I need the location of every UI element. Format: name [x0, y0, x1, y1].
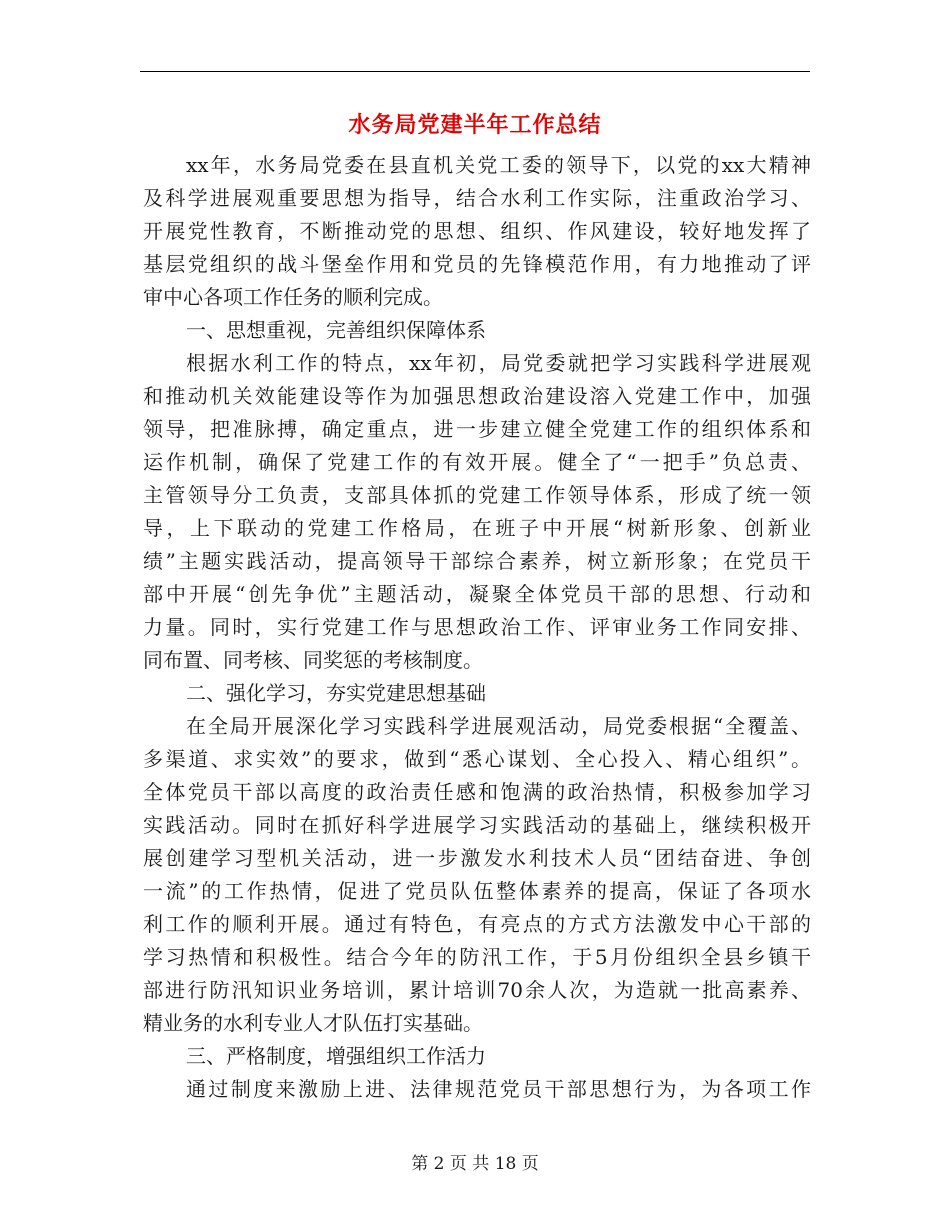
text-line: 和推动机关效能建设等作为加强思想政治建设溶入党建工作中，加强: [143, 384, 811, 408]
text-line: 利工作的顺利开展。通过有特色，有亮点的方式方法激发中心干部的: [143, 912, 811, 936]
text-line: 开展党性教育，不断推动党的思想、组织、作风建设，较好地发挥了: [143, 219, 811, 243]
text-line: 运作机制，确保了党建工作的有效开展。健全了“一把手”负总责、: [143, 450, 811, 474]
text-line: 同布置、同考核、同奖惩的考核制度。: [143, 648, 483, 672]
document-body: [143, 149, 811, 1106]
text-line: 力量。同时，实行党建工作与思想政治工作、评审业务工作同安排、: [143, 615, 811, 639]
header-rule: [140, 71, 810, 72]
text-line: 主管领导分工负责，支部具体抓的党建工作领导体系，形成了统一领: [143, 483, 811, 507]
text-line: 一流”的工作热情，促进了党员队伍整体素养的提高，保证了各项水: [143, 879, 811, 903]
text-line: 及科学进展观重要思想为指导，结合水利工作实际，注重政治学习、: [143, 186, 811, 210]
text-line: 部中开展“创先争优”主题活动，凝聚全体党员干部的思想、行动和: [143, 582, 811, 606]
page-number-footer: 第 2 页 共 18 页: [411, 1154, 539, 1174]
text-line: 基层党组织的战斗堡垒作用和党员的先锋模范作用，有力地推动了评: [143, 252, 811, 276]
text-line: 二、强化学习，夯实党建思想基础: [186, 681, 486, 705]
text-line: 审中心各项工作任务的顺利完成。: [143, 285, 443, 309]
text-line: 部进行防汛知识业务培训，累计培训70余人次，为造就一批高素养、: [143, 978, 811, 1002]
text-line: 全体党员干部以高度的政治责任感和饱满的政治热情，积极参加学习: [143, 780, 811, 804]
text-line: 在全局开展深化学习实践科学进展观活动，局党委根据“全覆盖、: [186, 714, 811, 738]
text-line: xx年，水务局党委在县直机关党工委的领导下，以党的xx大精神: [186, 153, 811, 177]
text-line: 多渠道、求实效”的要求，做到“悉心谋划、全心投入、精心组织”。: [143, 747, 811, 771]
text-line: 领导，把准脉搏，确定重点，进一步建立健全党建工作的组织体系和: [143, 417, 811, 441]
text-line: 精业务的水利专业人才队伍打实基础。: [143, 1011, 483, 1035]
text-line: 实践活动。同时在抓好科学进展学习实践活动的基础上，继续积极开: [143, 813, 811, 837]
text-line: 学习热情和积极性。结合今年的防汛工作，于5月份组织全县乡镇干: [143, 945, 811, 969]
text-line: 导，上下联动的党建工作格局，在班子中开展“树新形象、创新业: [143, 516, 811, 540]
text-line: 一、思想重视，完善组织保障体系: [186, 318, 486, 342]
text-line: 绩”主题实践活动，提高领导干部综合素养，树立新形象；在党员干: [143, 549, 811, 573]
document-title: 水务局党建半年工作总结: [348, 113, 602, 138]
text-line: 展创建学习型机关活动，进一步激发水利技术人员“团结奋进、争创: [143, 846, 811, 870]
text-line: 三、严格制度，增强组织工作活力: [186, 1044, 486, 1068]
text-line: 通过制度来激励上进、法律规范党员干部思想行为，为各项工作: [186, 1077, 811, 1101]
text-line: 根据水利工作的特点，xx年初，局党委就把学习实践科学进展观: [186, 351, 811, 375]
